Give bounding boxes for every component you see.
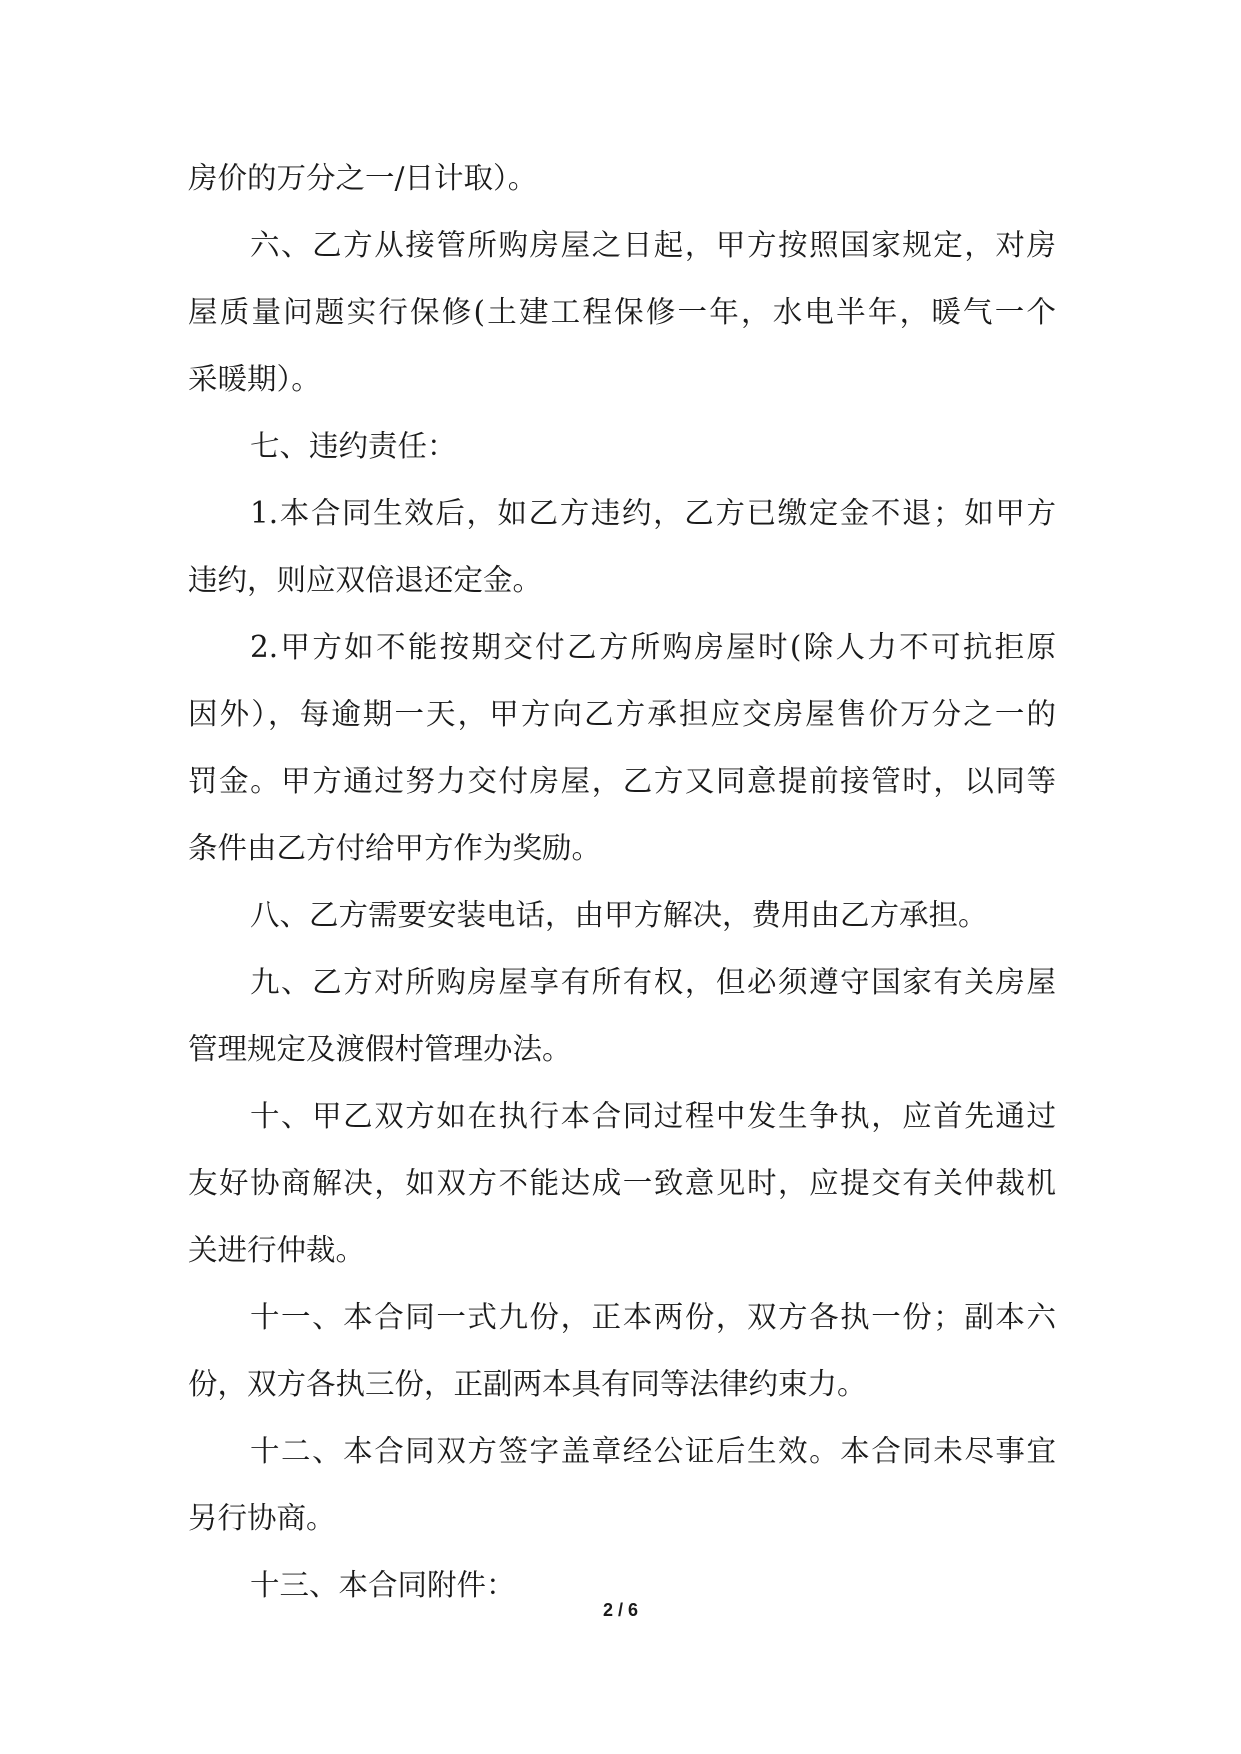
- text-line: 十、甲乙双方如在执行本合同过程中发生争执，应首先通过: [250, 1099, 1056, 1133]
- text-line: 七、违约责任：: [250, 429, 457, 463]
- text-line: 十一、本合同一式九份，正本两份，双方各执一份；副本六: [250, 1300, 1056, 1334]
- text-line: 十三、本合同附件：: [250, 1568, 516, 1602]
- text-line: 关进行仲裁。: [188, 1233, 366, 1267]
- text-line: 六、乙方从接管所购房屋之日起，甲方按照国家规定，对房: [250, 228, 1056, 262]
- text-line: 份，双方各执三份，正副两本具有同等法律约束力。: [188, 1367, 867, 1401]
- text-line: 屋质量问题实行保修(土建工程保修一年，水电半年，暖气一个: [188, 295, 1056, 329]
- text-line: 友好协商解决，如双方不能达成一致意见时，应提交有关仲裁机: [188, 1166, 1056, 1200]
- text-line: 2.甲方如不能按期交付乙方所购房屋时(除人力不可抗拒原: [250, 630, 1056, 664]
- text-line: 违约，则应双倍退还定金。: [188, 563, 543, 597]
- text-line: 罚金。甲方通过努力交付房屋，乙方又同意提前接管时，以同等: [188, 764, 1056, 798]
- text-line: 管理规定及渡假村管理办法。: [188, 1032, 572, 1066]
- text-line: 1.本合同生效后，如乙方违约，乙方已缴定金不退；如甲方: [250, 496, 1056, 530]
- text-line: 条件由乙方付给甲方作为奖励。: [188, 831, 602, 865]
- text-line: 因外），每逾期一天，甲方向乙方承担应交房屋售价万分之一的: [188, 697, 1056, 731]
- text-line: 九、乙方对所购房屋享有所有权，但必须遵守国家有关房屋: [250, 965, 1056, 999]
- text-line: 房价的万分之一/日计取）。: [188, 161, 538, 195]
- page-number: 2 / 6: [602, 1600, 639, 1620]
- text-line: 另行协商。: [188, 1501, 336, 1535]
- document-body: [188, 145, 1056, 1619]
- text-line: 十二、本合同双方签字盖章经公证后生效。本合同未尽事宜: [250, 1434, 1056, 1468]
- text-line: 八、乙方需要安装电话，由甲方解决，费用由乙方承担。: [250, 898, 988, 932]
- text-line: 采暖期）。: [188, 362, 321, 396]
